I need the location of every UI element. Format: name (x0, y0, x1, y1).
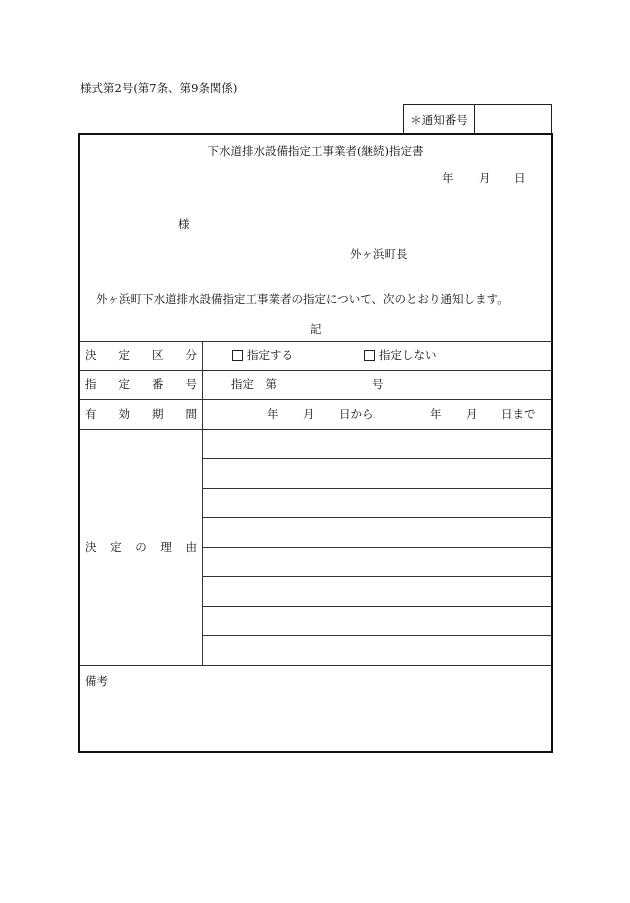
document-title: 下水道排水設備指定工事業者(継続)指定書 (207, 144, 424, 158)
certificate-form (78, 133, 553, 753)
validity-start-month: 月 (303, 407, 315, 421)
reason-line (202, 488, 551, 489)
date-month-label: 月 (479, 171, 491, 185)
validity-end-month: 月 (466, 407, 478, 421)
addressee-suffix: 様 (178, 217, 190, 231)
row-divider (80, 399, 551, 400)
validity-end-year: 年 (430, 407, 442, 421)
record-mark: 記 (310, 322, 322, 336)
option-designate[interactable]: 指定する (232, 350, 293, 362)
reason-line (202, 547, 551, 548)
reason-line (202, 576, 551, 577)
reason-line (202, 458, 551, 459)
validity-period-label: 有 効 期 間 (85, 407, 197, 421)
row-divider (80, 665, 551, 666)
reason-line (202, 635, 551, 636)
validity-start-day: 日から (339, 407, 374, 421)
row-divider (80, 429, 551, 430)
decision-label: 決 定 区 分 (85, 348, 197, 362)
designation-number-prefix: 指定 第 (231, 377, 277, 391)
designation-number-suffix: 号 (372, 377, 384, 391)
option-not-designate[interactable]: 指定しない (364, 350, 437, 362)
issuer-name: 外ヶ浜町長 (350, 247, 408, 261)
column-divider (202, 341, 203, 665)
form-number: 様式第2号(第7条、第9条関係) (80, 81, 238, 95)
checkbox-icon[interactable] (364, 350, 375, 361)
validity-start-year: 年 (267, 407, 279, 421)
date-year-label: 年 (442, 171, 454, 185)
body-text: 外ヶ浜町下水道排水設備指定工事業者の指定について、次のとおり通知します。 (96, 292, 509, 306)
notice-number-box (403, 104, 552, 134)
decision-reason-label: 決 定 の 理 由 (85, 540, 197, 554)
row-divider (80, 341, 551, 342)
row-divider (80, 370, 551, 371)
validity-end-day: 日まで (501, 407, 536, 421)
checkbox-icon[interactable] (232, 350, 243, 361)
designation-number-label: 指 定 番 号 (85, 377, 197, 391)
reason-line (202, 606, 551, 607)
reason-line (202, 517, 551, 518)
remarks-label: 備考 (85, 674, 108, 688)
date-day-label: 日 (514, 171, 526, 185)
notice-number-label: ＊通知番号 (404, 105, 475, 135)
